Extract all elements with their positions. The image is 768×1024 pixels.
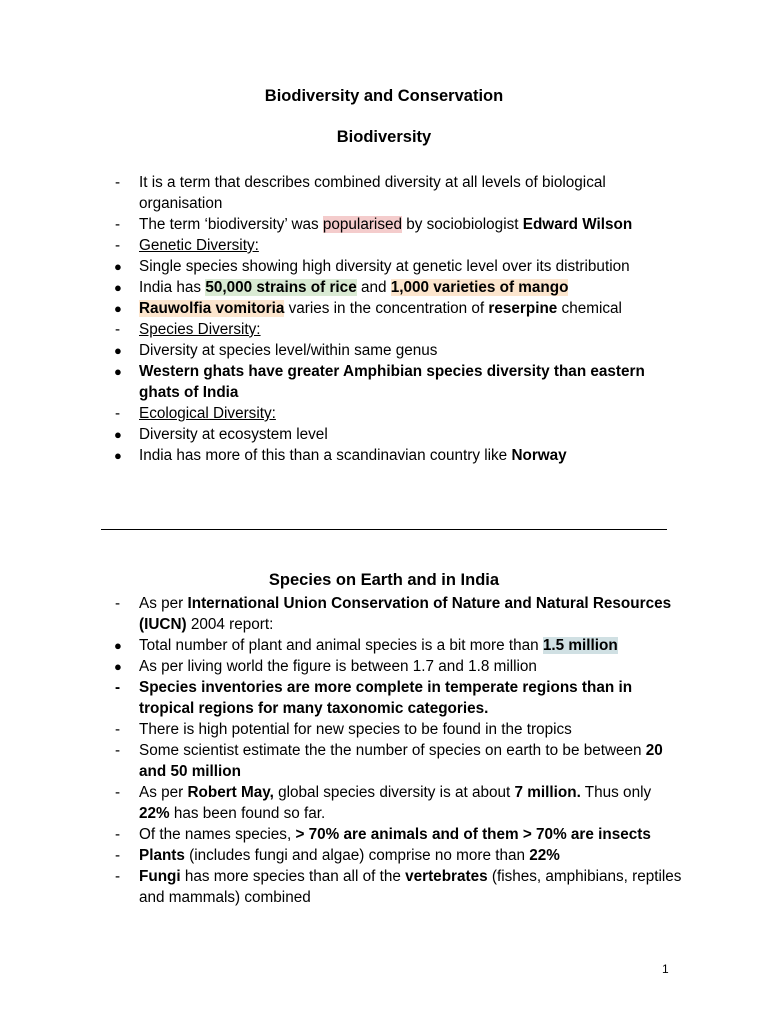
bullet-marker: ● [114, 343, 122, 358]
dash-marker: - [115, 784, 121, 801]
highlight-mango-varieties: 1,000 varieties of mango [390, 279, 569, 296]
highlight-popularised: popularised [322, 216, 402, 233]
bullet-marker: ● [114, 638, 122, 653]
list-item: - It is a term that describes combined diversity at all levels of biological organisation [115, 174, 606, 212]
list-item: - Fungi has more species than all of the vertebrates (fishes, amphibians, reptiles and mammals) combined [115, 868, 682, 906]
section-heading-species: Species on Earth and in India [268, 571, 500, 589]
list-item: - As per Robert May, global species diversity is at about 7 million. Thus only 22% has been found so far. [115, 784, 652, 822]
page-title: Biodiversity and Conservation [264, 87, 504, 105]
subheading-genetic-diversity: Genetic Diversity: [139, 237, 259, 254]
bullet-marker: ● [114, 301, 122, 316]
bullet-marker: ● [114, 427, 122, 442]
list-item: - There is high potential for new species to be found in the tropics [115, 721, 572, 738]
list-item: - As per International Union Conservation of Nature and Natural Resources (IUCN) 2004 report: [115, 595, 672, 633]
list-item [112, 235, 684, 256]
dash-marker: - [115, 721, 121, 738]
list-item: - Species inventories are more complete in temperate regions than in tropical regions for many taxonomic categories. [115, 679, 633, 717]
section-heading-biodiversity: Biodiversity [336, 128, 432, 146]
page-number: 1 [662, 962, 669, 976]
dash-marker: - [115, 826, 121, 843]
dash-marker: - [115, 679, 121, 696]
subheading-species-diversity: Species Diversity: [139, 321, 261, 338]
list-item [112, 319, 684, 340]
bullet-marker: ● [114, 659, 122, 674]
list-item: - Plants (includes fungi and algae) comprise no more than 22% [115, 847, 560, 864]
dash-marker: - [115, 216, 121, 233]
list-item [112, 403, 684, 424]
dash-marker: - [115, 321, 121, 338]
list-item: - The term ‘biodiversity’ was popularised by sociobiologist Edward Wilson [115, 216, 633, 233]
highlight-rauwolfia: Rauwolfia vomitoria [139, 300, 285, 317]
species-list [112, 593, 684, 908]
dash-marker: - [115, 595, 121, 612]
bullet-marker: ● [114, 364, 122, 379]
list-item: ● Total number of plant and animal species is a bit more than 1.5 million [114, 637, 618, 654]
subheading-ecological-diversity: Ecological Diversity: [139, 405, 276, 422]
highlight-1-5-million: 1.5 million [542, 637, 618, 654]
list-item: ● As per living world the figure is between 1.7 and 1.8 million [114, 658, 537, 675]
list-item: ● Diversity at species level/within same genus [114, 342, 438, 359]
list-item: ● Diversity at ecosystem level [114, 426, 328, 443]
bullet-marker: ● [114, 280, 122, 295]
dash-marker: - [115, 174, 121, 191]
bullet-marker: ● [114, 259, 122, 274]
list-item: ● India has more of this than a scandinavian country like Norway [114, 447, 567, 464]
bullet-marker: ● [114, 448, 122, 463]
dash-marker: - [115, 405, 121, 422]
dash-marker: - [115, 847, 121, 864]
highlight-rice-strains: 50,000 strains of rice [205, 279, 357, 296]
list-item: - Some scientist estimate the the number of species on earth to be between 20 and 50 million [115, 742, 663, 780]
biodiversity-list [112, 172, 684, 466]
dash-marker: - [115, 868, 121, 885]
list-item: ● India has 50,000 strains of rice and 1,000 varieties of mango [114, 279, 569, 296]
dash-marker: - [115, 742, 121, 759]
list-item: ● Single species showing high diversity at genetic level over its distribution [114, 258, 630, 275]
list-item: ● Western ghats have greater Amphibian species diversity than eastern ghats of India [114, 363, 645, 401]
list-item: ● Rauwolfia vomitoria varies in the concentration of reserpine chemical [114, 300, 622, 317]
dash-marker: - [115, 237, 121, 254]
list-item: - Of the names species, > 70% are animals and of them > 70% are insects [115, 826, 651, 843]
section-divider [101, 529, 667, 530]
